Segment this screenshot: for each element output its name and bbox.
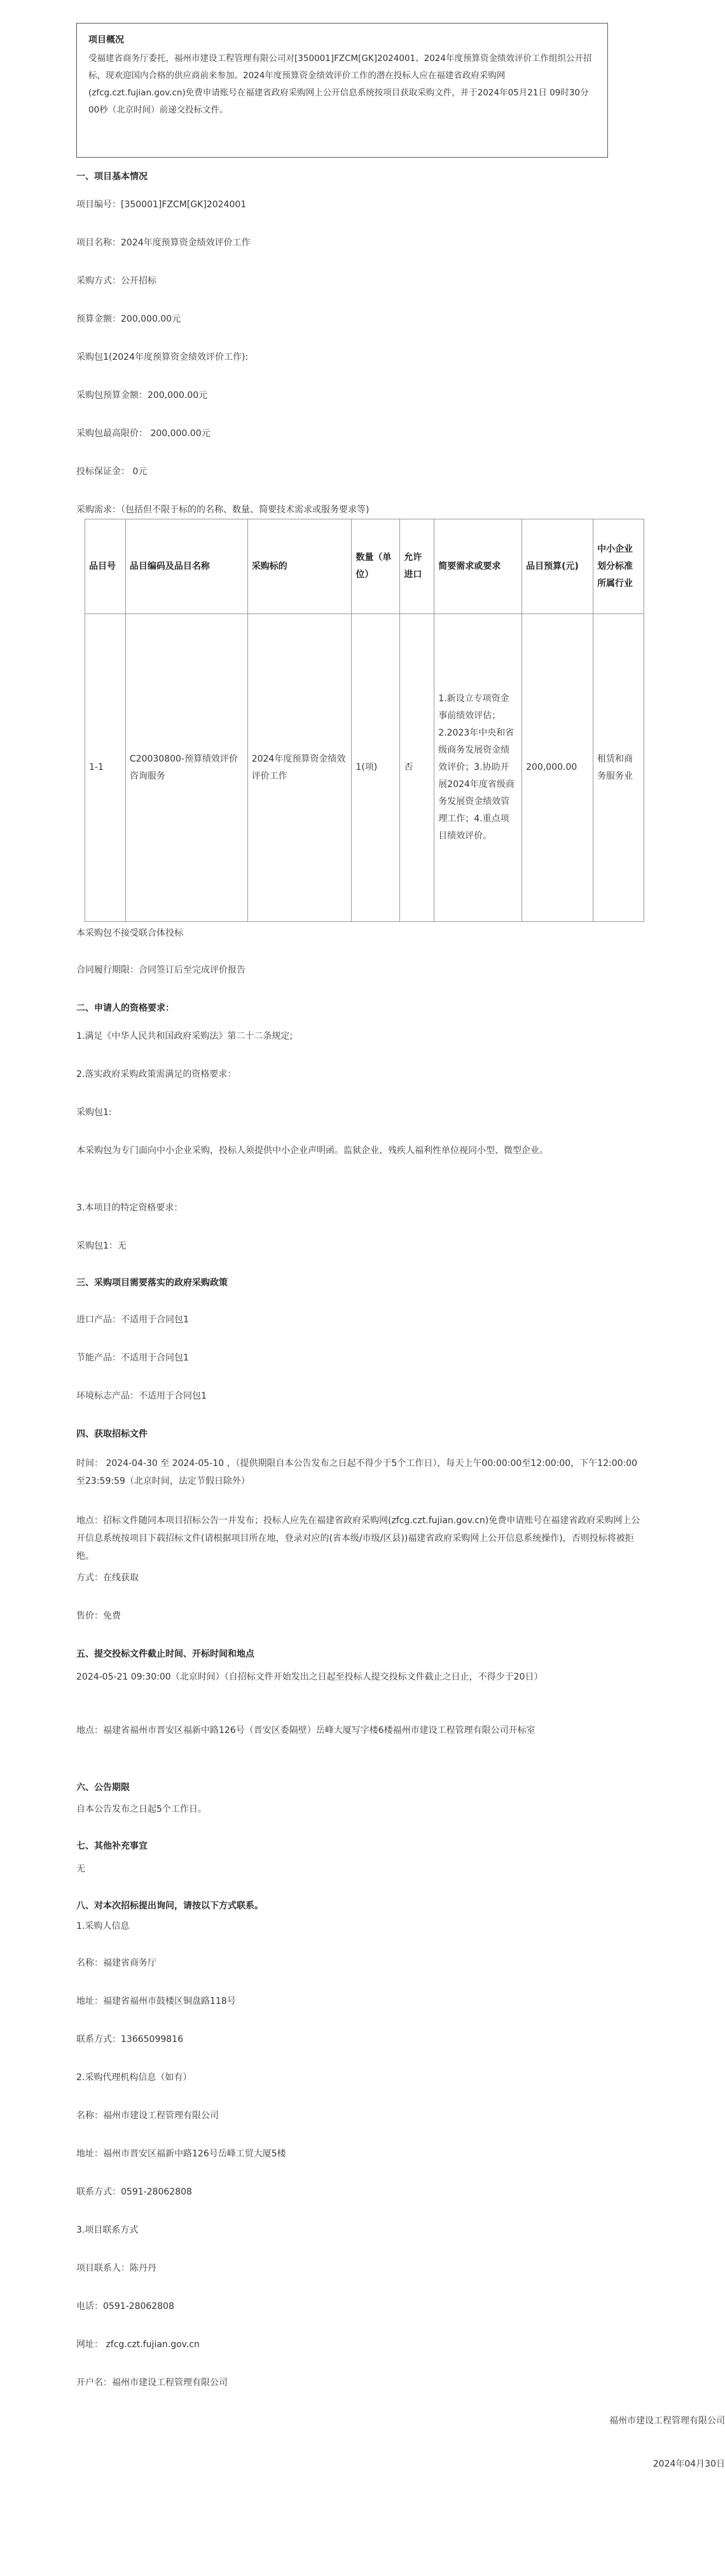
- table-row: [85, 614, 644, 922]
- policy-import: 进口产品：不适用于合同包1: [76, 1315, 189, 1325]
- buyer-name: 名称：福建省商务厅: [76, 1958, 156, 1968]
- table-cell: 1.新设立专项资金事前绩效评估；2.2023年中央和省级商务发展资金绩效评价；3.协助开展2024年度省级商务发展资金绩效管理工作；4.重点项目绩效评价。: [434, 614, 522, 922]
- agency-contact: 联系方式：0591-28062808: [76, 2187, 192, 2197]
- budget-amount: 预算金额：200,000.00元: [76, 314, 181, 324]
- contract-period: 合同履行期限：合同签订后至完成评价报告: [76, 965, 245, 975]
- procurement-method: 采购方式：公开招标: [76, 276, 156, 286]
- table-cell: 2024年度预算资金绩效评价工作: [247, 614, 352, 922]
- project-contact-person: 项目联系人：陈丹丹: [76, 2263, 156, 2273]
- overview-text: 受福建省商务厅委托，福州市建设工程管理有限公司对[350001]FZCM[GK]2024001、2024年度预算资金绩效评价工作组织公开招标，现欢迎国内合格的供应商前来参加。2024年度预算资金绩效评价工作的潜在投标人应在福建省政府采购网(zfcg.czt.fujian.gov.cn)免费申请账号在福建省政府采购网上公开信息系统按项目获取采购文件，并于2024年05月21日 09时30分00秒（北京时间）前递交投标文件。: [88, 53, 592, 115]
- table-cell: 200,000.00: [522, 614, 593, 922]
- table-cell: 否: [400, 614, 434, 922]
- procurement-demand: 采购需求：（包括但不限于标的的名称、数量、简要技术需求或服务要求等): [76, 505, 369, 515]
- table-header: 品目编码及品目名称: [125, 519, 247, 614]
- package-1-none: 采购包1：无: [76, 1241, 127, 1251]
- package-max-price: 采购包最高限价： 200,000.00元: [76, 428, 211, 439]
- bid-deposit: 投标保证金： 0元: [76, 467, 148, 477]
- qualification-2: 2.落实政府采购政策需满足的资格要求：: [76, 1069, 237, 1079]
- section-7-heading: 七、其他补充事宜: [76, 1841, 148, 1851]
- obtain-method: 方式：在线获取: [76, 1573, 139, 1583]
- section-5-heading: 五、提交投标文件截止时间、开标时间和地点: [76, 1649, 254, 1659]
- overview-title: 项目概况: [88, 35, 124, 45]
- project-overview-box: [76, 23, 608, 158]
- qualification-1: 1.满足《中华人民共和国政府采购法》第二十二条规定;: [76, 1031, 293, 1041]
- table-cell: 1-1: [85, 614, 126, 922]
- obtain-price: 售价：免费: [76, 1611, 121, 1621]
- table-cell: C20030800-预算绩效评价咨询服务: [125, 614, 247, 922]
- project-contact-title: 3.项目联系方式: [76, 2225, 139, 2235]
- agency-name: 名称：福州市建设工程管理有限公司: [76, 2111, 219, 2121]
- section-6-heading: 六、公告期限: [76, 1783, 130, 1793]
- table-header: 中小企业划分标准所属行业: [593, 519, 644, 614]
- signature-date: 2024年04月30日: [652, 2459, 725, 2469]
- submission-place: 地点：福建省福州市晋安区福新中路126号（晋安区委隔壁）岳峰大厦写字楼6楼福州市建设工程管理有限公司开标室: [76, 1725, 535, 1736]
- submission-time: 2024-05-21 09:30:00（北京时间）（自招标文件开始发出之日起至投标人提交投标文件截止之日止，不得少于20日）: [76, 1672, 543, 1682]
- table-header-row: [85, 519, 644, 614]
- section-3-heading: 三、采购项目需要落实的政府采购政策: [76, 1278, 228, 1288]
- project-name: 项目名称：2024年度预算资金绩效评价工作: [76, 238, 251, 248]
- project-number: 项目编号：[350001]FZCM[GK]2024001: [76, 200, 247, 210]
- contact-phone: 电话：0591-28062808: [76, 2301, 174, 2312]
- buyer-contact: 联系方式：13665099816: [76, 2034, 183, 2045]
- buyer-address: 地址：福建省福州市鼓楼区铜盘路118号: [76, 1996, 236, 2006]
- package-title: 采购包1(2024年度预算资金绩效评价工作):: [76, 352, 249, 362]
- buyer-info-title: 1.采购人信息: [76, 1921, 130, 1931]
- obtain-time: 时间： 2024-04-30 至 2024-05-10 ，（提供期限自本公告发布之日起不得少于5个工作日），每天上午00:00:00至12:00:00，下午12:00:00至23:59:59（北京时间，法定节假日除外）: [76, 1458, 638, 1486]
- agency-address: 地址：福州市晋安区福新中路126号岳峰工贸大厦5楼: [76, 2149, 286, 2159]
- no-consortium: 本采购包不接受联合体投标: [76, 928, 183, 938]
- qualification-3: 3.本项目的特定资格要求：: [76, 1203, 183, 1213]
- website: 网址： zfcg.czt.fujian.gov.cn: [76, 2340, 200, 2350]
- policy-environment: 环境标志产品：不适用于合同包1: [76, 1391, 207, 1401]
- other-matters: 无: [76, 1864, 85, 1874]
- table-header: 品目号: [85, 519, 126, 614]
- table-cell: 1(项): [352, 614, 400, 922]
- signature-org: 福州市建设工程管理有限公司: [609, 2416, 725, 2426]
- table-header: 数量（单位）: [352, 519, 400, 614]
- table-cell: 租赁和商务服务业: [593, 614, 644, 922]
- policy-energy: 节能产品：不适用于合同包1: [76, 1353, 189, 1363]
- agency-info-title: 2.采购代理机构信息（如有）: [76, 2072, 192, 2083]
- table-header: 采购标的: [247, 519, 352, 614]
- notice-period: 自本公告发布之日起5个工作日。: [76, 1804, 207, 1814]
- table-header: 简要需求或要求: [434, 519, 522, 614]
- table-header: 品目预算(元): [522, 519, 593, 614]
- section-4-heading: 四、获取招标文件: [76, 1429, 148, 1439]
- package-1-label: 采购包1:: [76, 1107, 112, 1118]
- obtain-place: 地点：招标文件随同本项目招标公告一并发布；投标人应先在福建省政府采购网(zfcg.czt.fujian.gov.cn)免费申请账号在福建省政府采购网上公开信息系统按项目下载招标文件(请根据项目所在地，登录对应的(省本级/市级/区县))福建省政府采购网上公开信息系统操作)，否则投标将被拒绝。: [76, 1516, 640, 1561]
- section-8-heading: 八、对本次招标提出询问，请按以下方式联系。: [76, 1901, 263, 1911]
- package-budget: 采购包预算金额：200,000.00元: [76, 390, 208, 401]
- requirements-table: [85, 519, 644, 922]
- table-header: 允许进口: [400, 519, 434, 614]
- sme-requirement: 本采购包为专门面向中小企业采购，投标人须提供中小企业声明函。监狱企业、残疾人福利性单位视同小型、微型企业。: [76, 1146, 548, 1156]
- section-1-heading: 一、项目基本情况: [76, 172, 148, 182]
- section-2-heading: 二、申请人的资格要求：: [76, 1003, 174, 1013]
- account-name: 开户名：福州市建设工程管理有限公司: [76, 2378, 228, 2388]
